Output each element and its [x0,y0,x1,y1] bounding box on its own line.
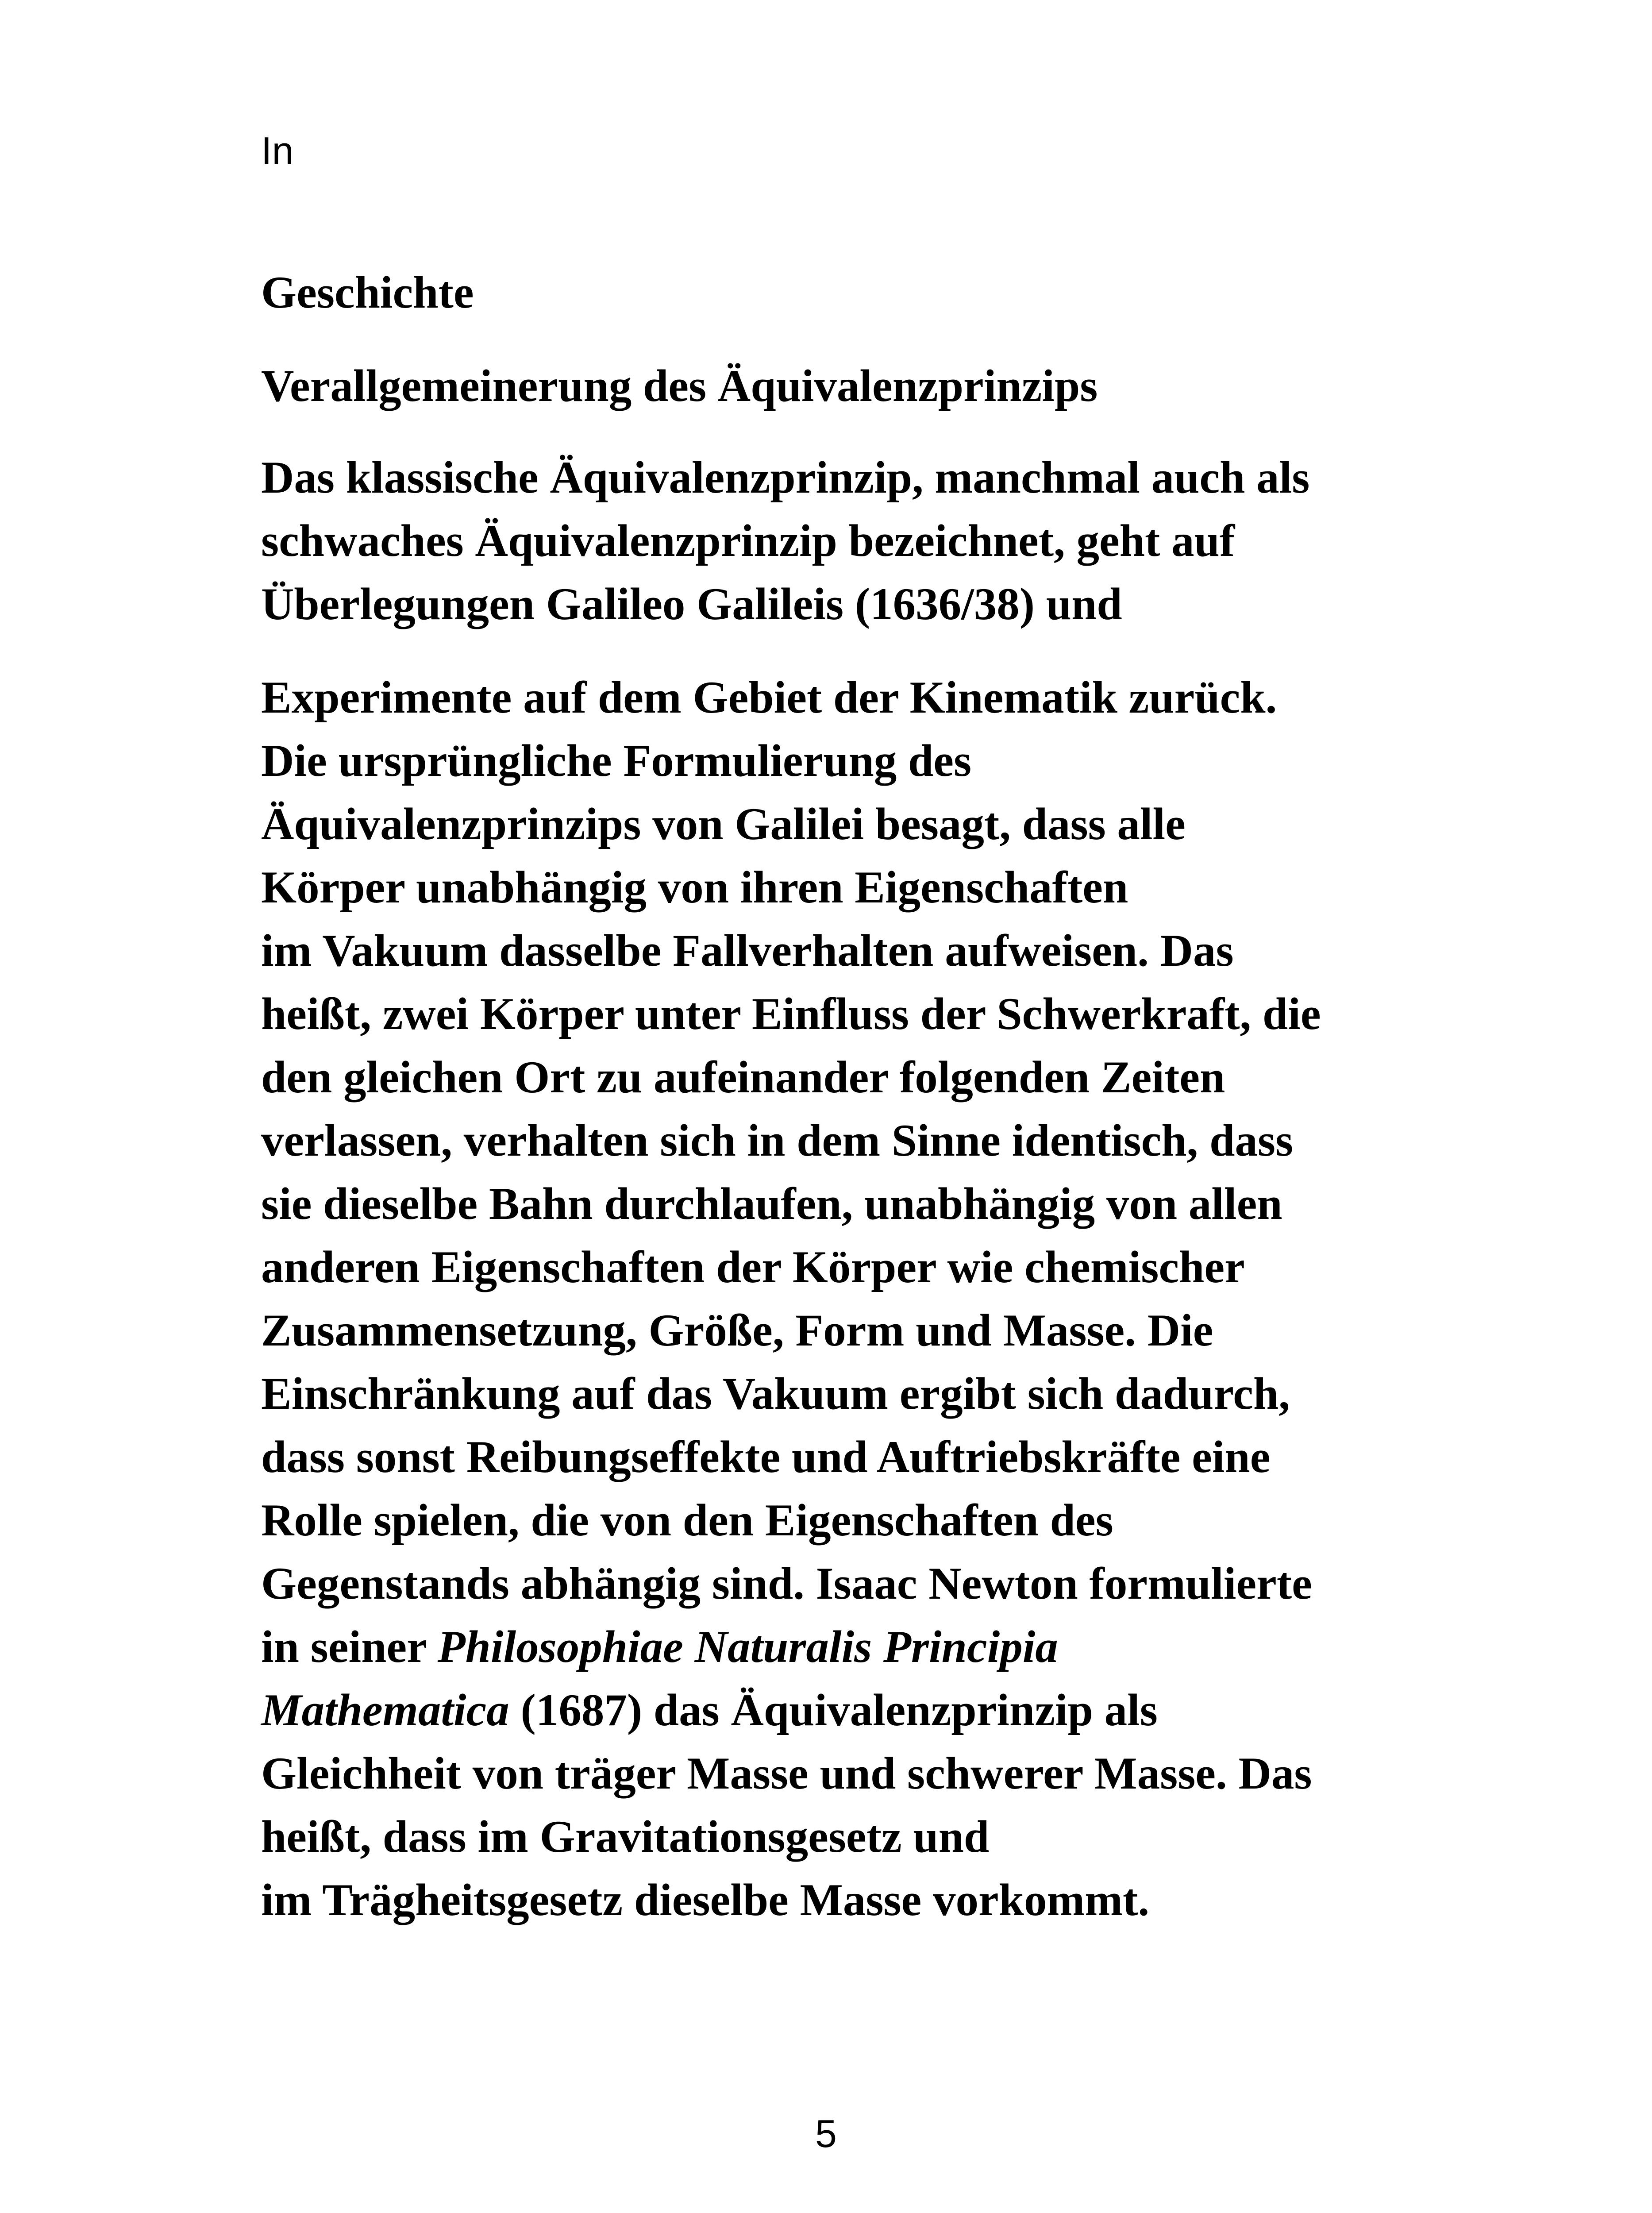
running-header: In [261,129,294,173]
text-line: im Vakuum dasselbe Fallverhalten aufweisen. Das [261,925,1234,976]
text-line: Gleichheit von träger Masse und schwerer Masse. Das [261,1748,1312,1799]
text-line: Äquivalenzprinzips von Galilei besagt, dass alle [261,799,1186,849]
section-heading: Geschichte [261,267,474,318]
text-line: Rolle spielen, die von den Eigenschaften des [261,1495,1113,1546]
text-line: heißt, dass im Gravitationsgesetz und [261,1812,990,1862]
text-line: anderen Eigenschaften der Körper wie chemischer [261,1242,1245,1292]
text-line-mathematica [261,1679,1456,1742]
text-line: verlassen, verhalten sich in dem Sinne identisch, dass [261,1115,1294,1166]
paragraph-main [261,666,1456,1932]
book-title-italic: Philosophiae Naturalis Principia [437,1622,1058,1672]
text-line: den gleichen Ort zu aufeinander folgenden Zeiten [261,1052,1225,1103]
text-line: sie dieselbe Bahn durchlaufen, unabhängig von allen [261,1179,1282,1229]
text-fragment: (1687) das Äquivalenzprinzip als [509,1685,1158,1735]
text-line: Das klassische Äquivalenzprinzip, manchmal auch als [261,452,1310,503]
text-line: heißt, zwei Körper unter Einfluss der Schwerkraft, die [261,989,1321,1039]
text-line: Einschränkung auf das Vakuum ergibt sich dadurch, [261,1369,1290,1419]
document-body [261,261,1456,1932]
text-line-principia [261,1615,1456,1679]
text-line: Zusammensetzung, Größe, Form und Masse. Die [261,1305,1213,1356]
subsection-heading: Verallgemeinerung des Äquivalenzprinzips [261,361,1098,411]
paragraph-intro [261,446,1456,636]
text-line: Die ursprüngliche Formulierung des [261,736,972,786]
text-line: Körper unabhängig von ihren Eigenschaften [261,862,1128,913]
text-fragment: in seiner [261,1622,438,1672]
book-title-italic: Mathematica [261,1685,509,1735]
text-line: dass sonst Reibungseffekte und Auftriebskräfte eine [261,1432,1271,1482]
text-line: im Trägheitsgesetz dieselbe Masse vorkommt. [261,1875,1150,1925]
text-line: Experimente auf dem Gebiet der Kinematik zurück. [261,672,1277,723]
text-line: Überlegungen Galileo Galileis (1636/38) und [261,579,1122,629]
page-number: 5 [815,2112,837,2155]
text-line: Gegenstands abhängig sind. Isaac Newton formulierte [261,1558,1312,1609]
text-line: schwaches Äquivalenzprinzip bezeichnet, geht auf [261,516,1235,566]
